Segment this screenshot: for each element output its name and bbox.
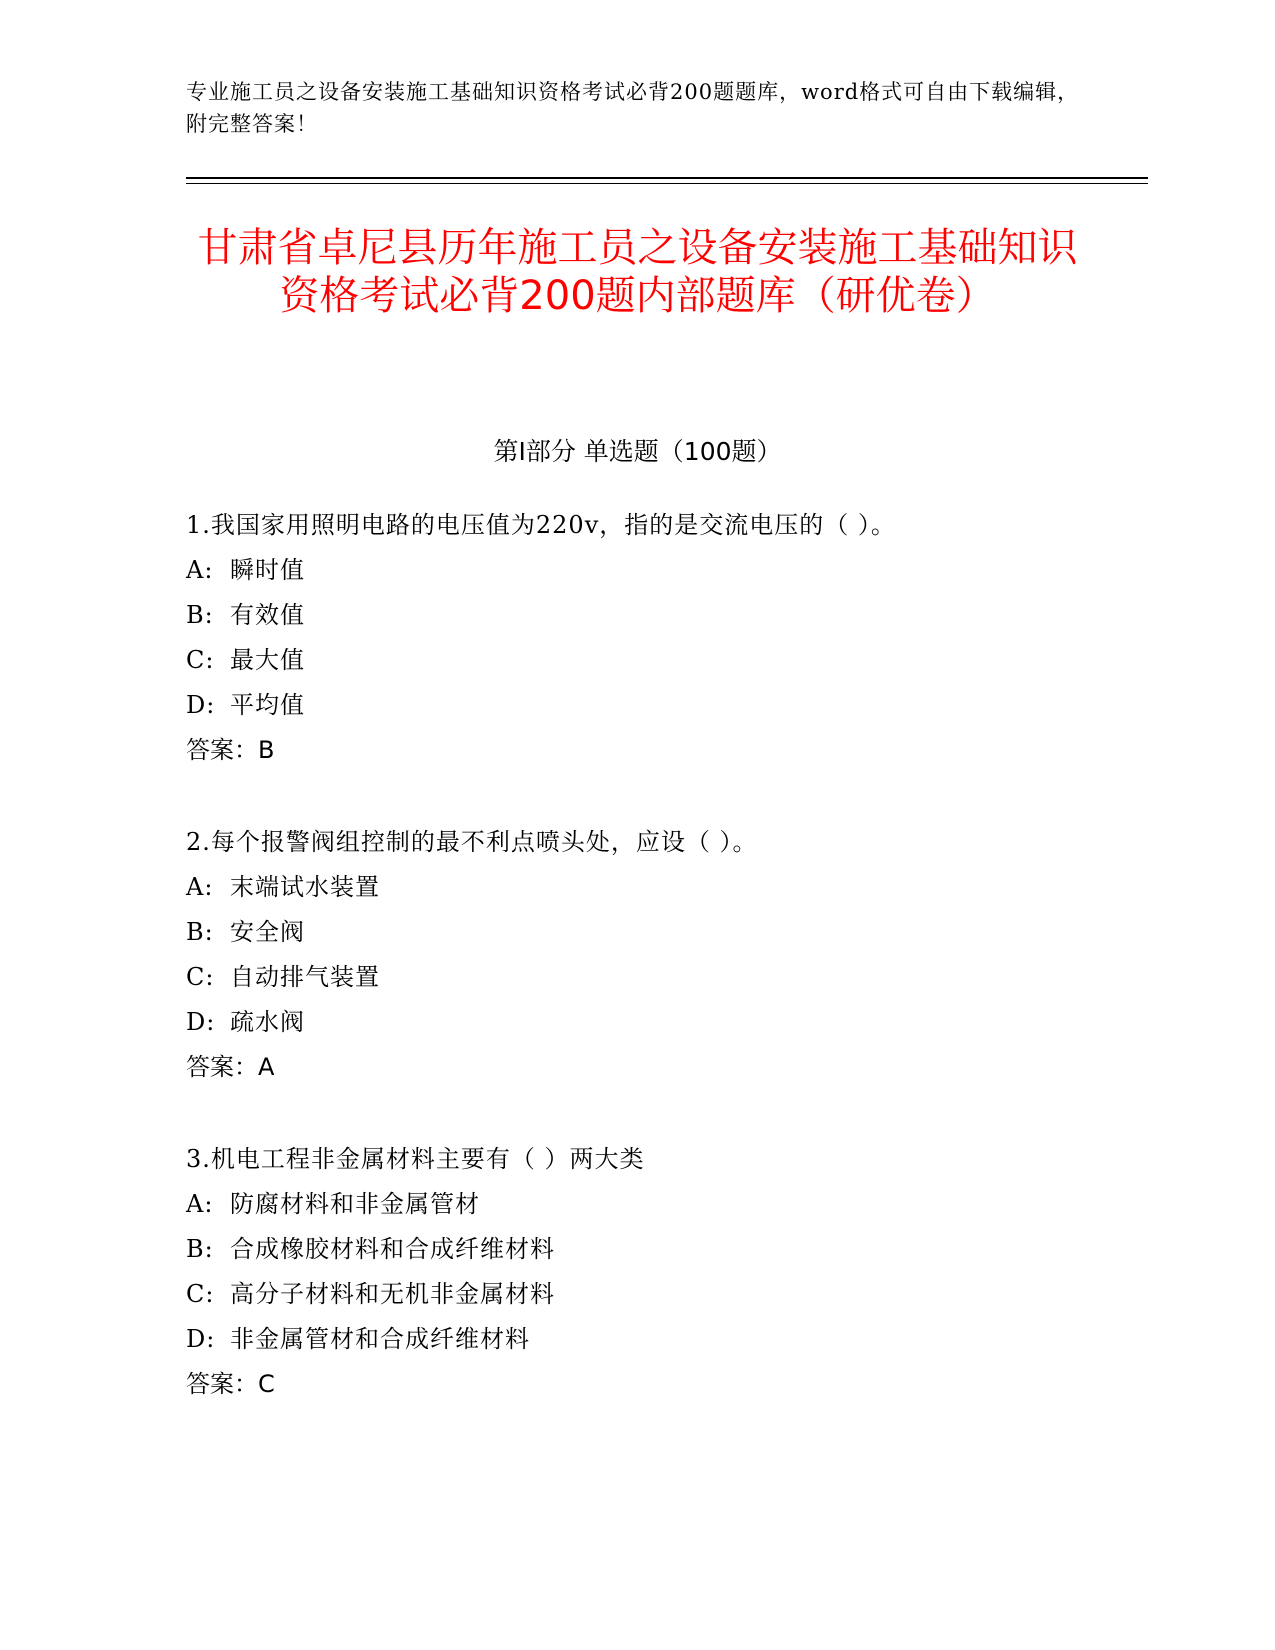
question-2 bbox=[186, 820, 1146, 1090]
option-a bbox=[186, 865, 1146, 910]
answer-line: 答案：A bbox=[186, 1053, 275, 1081]
option-text: 有效值 bbox=[230, 601, 305, 629]
answer-line: 答案：C bbox=[186, 1370, 275, 1398]
option-text: 安全阀 bbox=[230, 918, 305, 946]
option-c bbox=[186, 638, 1146, 683]
document-title: 甘肃省卓尼县历年施工员之设备安装施工基础知识资格考试必背200题内部题库（研优卷） bbox=[197, 225, 1078, 319]
option-key: D: bbox=[186, 691, 216, 719]
option-key: D: bbox=[186, 1325, 216, 1353]
option-text: 高分子材料和无机非金属材料 bbox=[230, 1280, 555, 1308]
question-stem: 3.机电工程非金属材料主要有（ ）两大类 bbox=[186, 1145, 645, 1173]
option-text: 非金属管材和合成纤维材料 bbox=[230, 1325, 530, 1353]
option-key: C: bbox=[186, 963, 215, 991]
option-d bbox=[186, 683, 1146, 728]
option-key: B: bbox=[186, 1235, 214, 1263]
option-text: 瞬时值 bbox=[230, 556, 305, 584]
option-text: 合成橡胶材料和合成纤维材料 bbox=[230, 1235, 555, 1263]
option-d bbox=[186, 1000, 1146, 1045]
option-key: C: bbox=[186, 646, 215, 674]
option-text: 最大值 bbox=[230, 646, 305, 674]
question-1 bbox=[186, 503, 1146, 773]
option-key: D: bbox=[186, 1008, 216, 1036]
option-a bbox=[186, 1182, 1146, 1227]
option-d bbox=[186, 1317, 1146, 1362]
option-key: A: bbox=[186, 556, 214, 584]
option-b bbox=[186, 910, 1146, 955]
option-c bbox=[186, 955, 1146, 1000]
option-key: B: bbox=[186, 918, 214, 946]
option-text: 防腐材料和非金属管材 bbox=[230, 1190, 480, 1218]
section-title: 第Ⅰ部分 单选题（100题） bbox=[493, 437, 782, 466]
option-key: A: bbox=[186, 873, 214, 901]
answer-line: 答案：B bbox=[186, 736, 275, 764]
option-b bbox=[186, 1227, 1146, 1272]
option-b bbox=[186, 593, 1146, 638]
question-3 bbox=[186, 1137, 1146, 1407]
header-rule-thick bbox=[186, 177, 1148, 179]
option-text: 疏水阀 bbox=[230, 1008, 305, 1036]
option-key: B: bbox=[186, 601, 214, 629]
question-stem: 2.每个报警阀组控制的最不利点喷头处，应设（ ）。 bbox=[186, 828, 758, 856]
option-a bbox=[186, 548, 1146, 593]
option-key: C: bbox=[186, 1280, 215, 1308]
option-key: A: bbox=[186, 1190, 214, 1218]
option-text: 平均值 bbox=[230, 691, 305, 719]
header-note: 专业施工员之设备安装施工基础知识资格考试必背200题题库，word格式可自由下载编辑，附完整答案！ bbox=[186, 80, 1080, 136]
option-c bbox=[186, 1272, 1146, 1317]
option-text: 自动排气装置 bbox=[230, 963, 380, 991]
question-stem: 1.我国家用照明电路的电压值为220v，指的是交流电压的（ ）。 bbox=[186, 511, 896, 539]
option-text: 末端试水装置 bbox=[230, 873, 380, 901]
header-rule-thin bbox=[186, 183, 1148, 184]
